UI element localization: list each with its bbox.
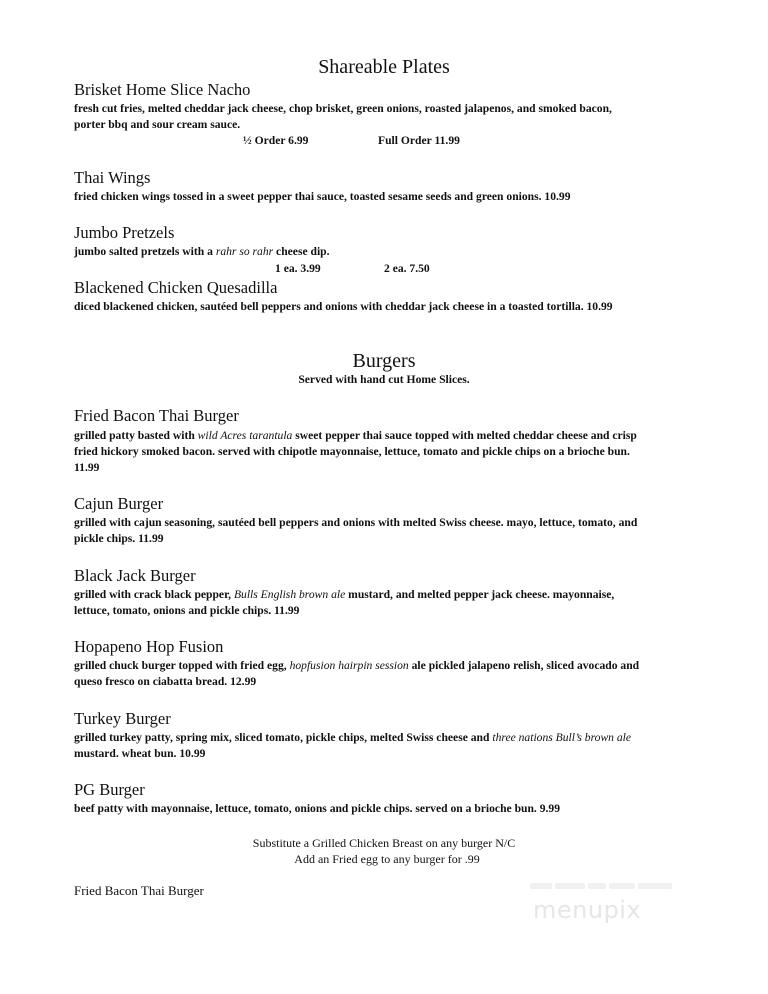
pretzels-cheese-dip-brand: rahr so rahr (215, 245, 274, 258)
turkey-burger-description (74, 730, 654, 762)
footer-item-label: Fried Bacon Thai Burger (74, 883, 204, 898)
black-jack-burger-name: Black Jack Burger (74, 566, 196, 585)
brisket-nacho-description: fresh cut fries, melted cheddar jack cheese, chop brisket, green onions, roasted jalapenos, and smoked bacon, porter bbq and sour cream sauce. (74, 102, 612, 131)
brisket-full-order-price: Full Order 11.99 (378, 134, 460, 147)
add-fried-egg-note: Add an Fried egg to any burger for .99 (294, 852, 480, 866)
black-jack-desc-part: mustard, and melted pepper jack cheese. mayonnaise, lettuce, tomato, onions and pickle chips. 11.99 (74, 588, 615, 617)
fried-bacon-sauce-brand: wild Acres tarantula (197, 429, 293, 442)
hopapeno-hop-fusion-name: Hopapeno Hop Fusion (74, 637, 224, 656)
turkey-desc-part: mustard. wheat bun. 10.99 (74, 747, 206, 760)
hopapeno-desc-part: grilled chuck burger topped with fried egg, (74, 659, 290, 672)
jumbo-pretzels-name: Jumbo Pretzels (74, 223, 175, 242)
burgers-heading: Burgers (352, 350, 416, 372)
pretzels-one-price: 1 ea. 3.99 (275, 262, 321, 275)
jumbo-pretzels-description (74, 244, 659, 260)
pretzels-desc-part: cheese dip. (273, 245, 330, 258)
fried-bacon-thai-burger-name: Fried Bacon Thai Burger (74, 406, 239, 425)
hopapeno-hop-fusion-description (74, 658, 649, 690)
brisket-half-order-price: ½ Order 6.99 (243, 134, 309, 147)
pretzels-two-price: 2 ea. 7.50 (384, 262, 430, 275)
quesadilla-description: diced blackened chicken, sautéed bell peppers and onions with cheddar jack cheese in a toasted tortilla. 10.99 (74, 300, 613, 313)
fried-bacon-thai-burger-description (74, 428, 654, 476)
menupix-watermark: menupix (533, 896, 642, 924)
brisket-nacho-name: Brisket Home Slice Nacho (74, 80, 251, 99)
fried-bacon-desc-part: sweet pepper thai sauce topped with melted cheddar cheese and crisp fried hickory smoked bacon. served with chipotle mayonnaise, lettuce, tomato and pickle chips on a brioche bun. 11.99 (74, 429, 637, 474)
turkey-ale-brand: three nations Bull’s brown ale (492, 731, 632, 744)
pg-burger-name: PG Burger (74, 780, 145, 799)
thai-wings-name: Thai Wings (74, 168, 151, 187)
black-jack-desc-part: grilled with crack black pepper, (74, 588, 234, 601)
turkey-desc-part: grilled turkey patty, spring mix, sliced tomato, pickle chips, melted Swiss cheese and (74, 731, 493, 744)
black-jack-ale-brand: Bulls English brown ale (233, 588, 346, 601)
fried-bacon-desc-part: grilled patty basted with (74, 429, 198, 442)
burgers-subtitle: Served with hand cut Home Slices. (298, 373, 470, 386)
cajun-burger-name: Cajun Burger (74, 494, 164, 513)
substitute-chicken-note: Substitute a Grilled Chicken Breast on any burger N/C (252, 836, 516, 850)
hopapeno-ale-brand: hopfusion hairpin session (289, 659, 409, 672)
cajun-burger-description: grilled with cajun seasoning, sautéed bell peppers and onions with melted Swiss cheese. mayo, lettuce, tomato, and pickle chips. 11.99 (74, 516, 638, 545)
watermark-decoration (530, 876, 690, 886)
thai-wings-description: fried chicken wings tossed in a sweet pepper thai sauce, toasted sesame seeds and green onions. 10.99 (74, 190, 571, 203)
turkey-burger-name: Turkey Burger (74, 709, 171, 728)
shareable-plates-heading: Shareable Plates (318, 56, 450, 78)
pretzels-desc-part: jumbo salted pretzels with a (74, 245, 216, 258)
hopapeno-desc-part: ale pickled jalapeno relish, sliced avocado and queso fresco on ciabatta bread. 12.99 (74, 659, 640, 688)
black-jack-burger-description (74, 587, 619, 619)
pg-burger-description: beef patty with mayonnaise, lettuce, tomato, onions and pickle chips. served on a brioche bun. 9.99 (74, 802, 560, 815)
quesadilla-name: Blackened Chicken Quesadilla (74, 278, 278, 297)
